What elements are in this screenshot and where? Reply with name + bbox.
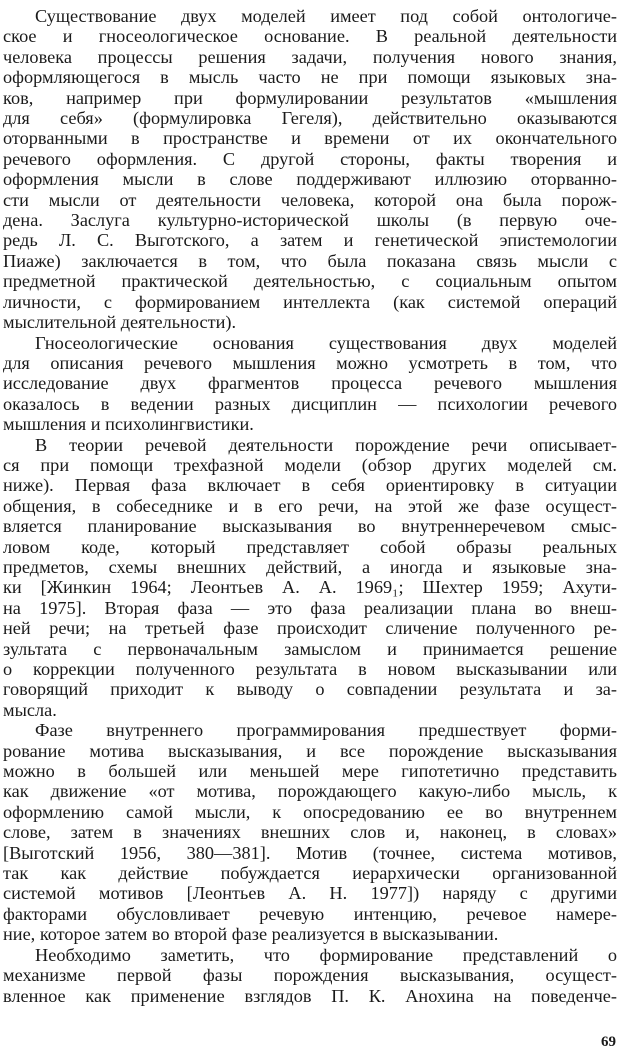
text-line: оторванными в пространстве и времени от их окончательного <box>3 128 617 149</box>
text-line: рование мотива высказывания, и все порождение высказывания <box>3 740 617 761</box>
text-line: [Выготский 1956, 380—381]. Мотив (точнее, система мотивов, <box>3 842 617 863</box>
text-line: ся при помощи трехфазной модели (обзор других моделей см. <box>3 454 617 475</box>
text-line: мысла. <box>3 699 57 720</box>
text-line: Необходимо заметить, что формирование представлений о <box>35 944 617 965</box>
paragraph <box>3 945 617 1006</box>
text-line: мышления и психолингвистики. <box>3 414 254 435</box>
paragraph <box>3 333 617 435</box>
text-line: мыслительной деятельности). <box>3 312 237 333</box>
text-line: для описания речевого мышления можно усмотреть в том, что <box>3 352 617 373</box>
text-line: слове, затем в значениях внешних слов и, наконец, в словах» <box>3 822 617 843</box>
text-line: личности, с формированием интеллекта (как системой операций <box>3 291 617 312</box>
text-line: механизме первой фазы порождения высказывания, осущест- <box>3 965 617 986</box>
paragraph <box>3 720 617 944</box>
text-line: исследование двух фрагментов процесса речевого мышления <box>3 373 617 394</box>
text-line: сти мысли от деятельности человека, которой она была порож- <box>3 189 617 210</box>
paragraph <box>3 435 617 721</box>
text-line: вленное как применение взглядов П. К. Анохина на поведенче- <box>3 985 617 1006</box>
text-line: предметной практической деятельностью, с социальным опытом <box>3 271 617 292</box>
text-line: ловом коде, который представляет собой образы реальных <box>3 536 617 557</box>
text-line: зультата с первоначальным замыслом и принимается решение <box>3 638 617 659</box>
text-line: ки [Жинкин 1964; Леонтьев А. А. 1969₁; Шехтер 1959; Ахути- <box>3 577 617 598</box>
text-line: так как действие побуждается иерархически организованной <box>3 863 617 884</box>
text-line: вляется планирование высказывания во внутреннеречевом смыс- <box>3 516 617 537</box>
text-line: для себя» (формулировка Гегеля), действительно оказываются <box>3 108 617 129</box>
page-body <box>3 6 617 1006</box>
text-line: редь Л. С. Выготского, а затем и генетической эпистемологии <box>3 230 617 251</box>
paragraph <box>3 6 617 333</box>
text-line: речевого оформления. С другой стороны, факты творения и <box>3 148 617 169</box>
text-line: на 1975]. Вторая фаза — это фаза реализации плана во внеш- <box>3 597 617 618</box>
text-line: о коррекции полученного результата в новом высказывании или <box>3 659 617 679</box>
text-line: Существование двух моделей имеет под собой онтологиче- <box>35 6 617 26</box>
text-line: В теории речевой деятельности порождение речи описывает- <box>35 434 617 455</box>
text-line: человека процессы решения задачи, получения нового знания, <box>3 46 617 67</box>
text-line: оказалось в ведении разных дисциплин — психологии речевого <box>3 393 617 414</box>
text-line: Гносеологические основания существования двух моделей <box>35 332 617 353</box>
text-line: как движение «от мотива, порождающего какую-либо мысль, к <box>3 781 617 802</box>
text-line: общения, в собеседнике и в его речи, на этой же фазе осущест- <box>3 495 617 516</box>
text-line: оформлению самой мысли, к опосредованию ее во внутреннем <box>3 801 617 822</box>
text-line: предметов, схемы внешних действий, а иногда и языковые зна- <box>3 556 617 577</box>
text-line: говорящий приходит к выводу о совпадении результата и за- <box>3 679 617 700</box>
text-line: факторами обусловливает речевую интенцию, речевое намере- <box>3 903 617 924</box>
text-line: Фазе внутреннего программирования предшествует форми- <box>35 720 617 741</box>
text-line: ков, например при формулировании результатов «мышления <box>3 87 617 108</box>
text-line: оформляющегося в мысль часто не при помощи языковых зна- <box>3 67 617 88</box>
text-line: системой мотивов [Леонтьев А. Н. 1977]) наряду с другими <box>3 883 617 904</box>
text-line: оформления мысли в слове поддерживают иллюзию оторванно- <box>3 169 617 190</box>
text-line: ней речи; на третьей фазе происходит сличение полученного ре- <box>3 618 617 639</box>
text-line: можно в большей или меньшей мере гипотетично представить <box>3 761 617 782</box>
text-line: ние, которое затем во второй фазе реализуется в высказывании. <box>3 924 499 945</box>
text-line: ниже). Первая фаза включает в себя ориентировку в ситуации <box>3 475 617 496</box>
text-line: дена. Заслуга культурно-исторической школы (в первую оче- <box>3 210 617 231</box>
page-number: 69 <box>601 1034 616 1050</box>
text-line: ское и гносеологическое основание. В реальной деятельности <box>3 26 617 47</box>
text-line: Пиаже) заключается в том, что была показана связь мысли с <box>3 250 617 271</box>
